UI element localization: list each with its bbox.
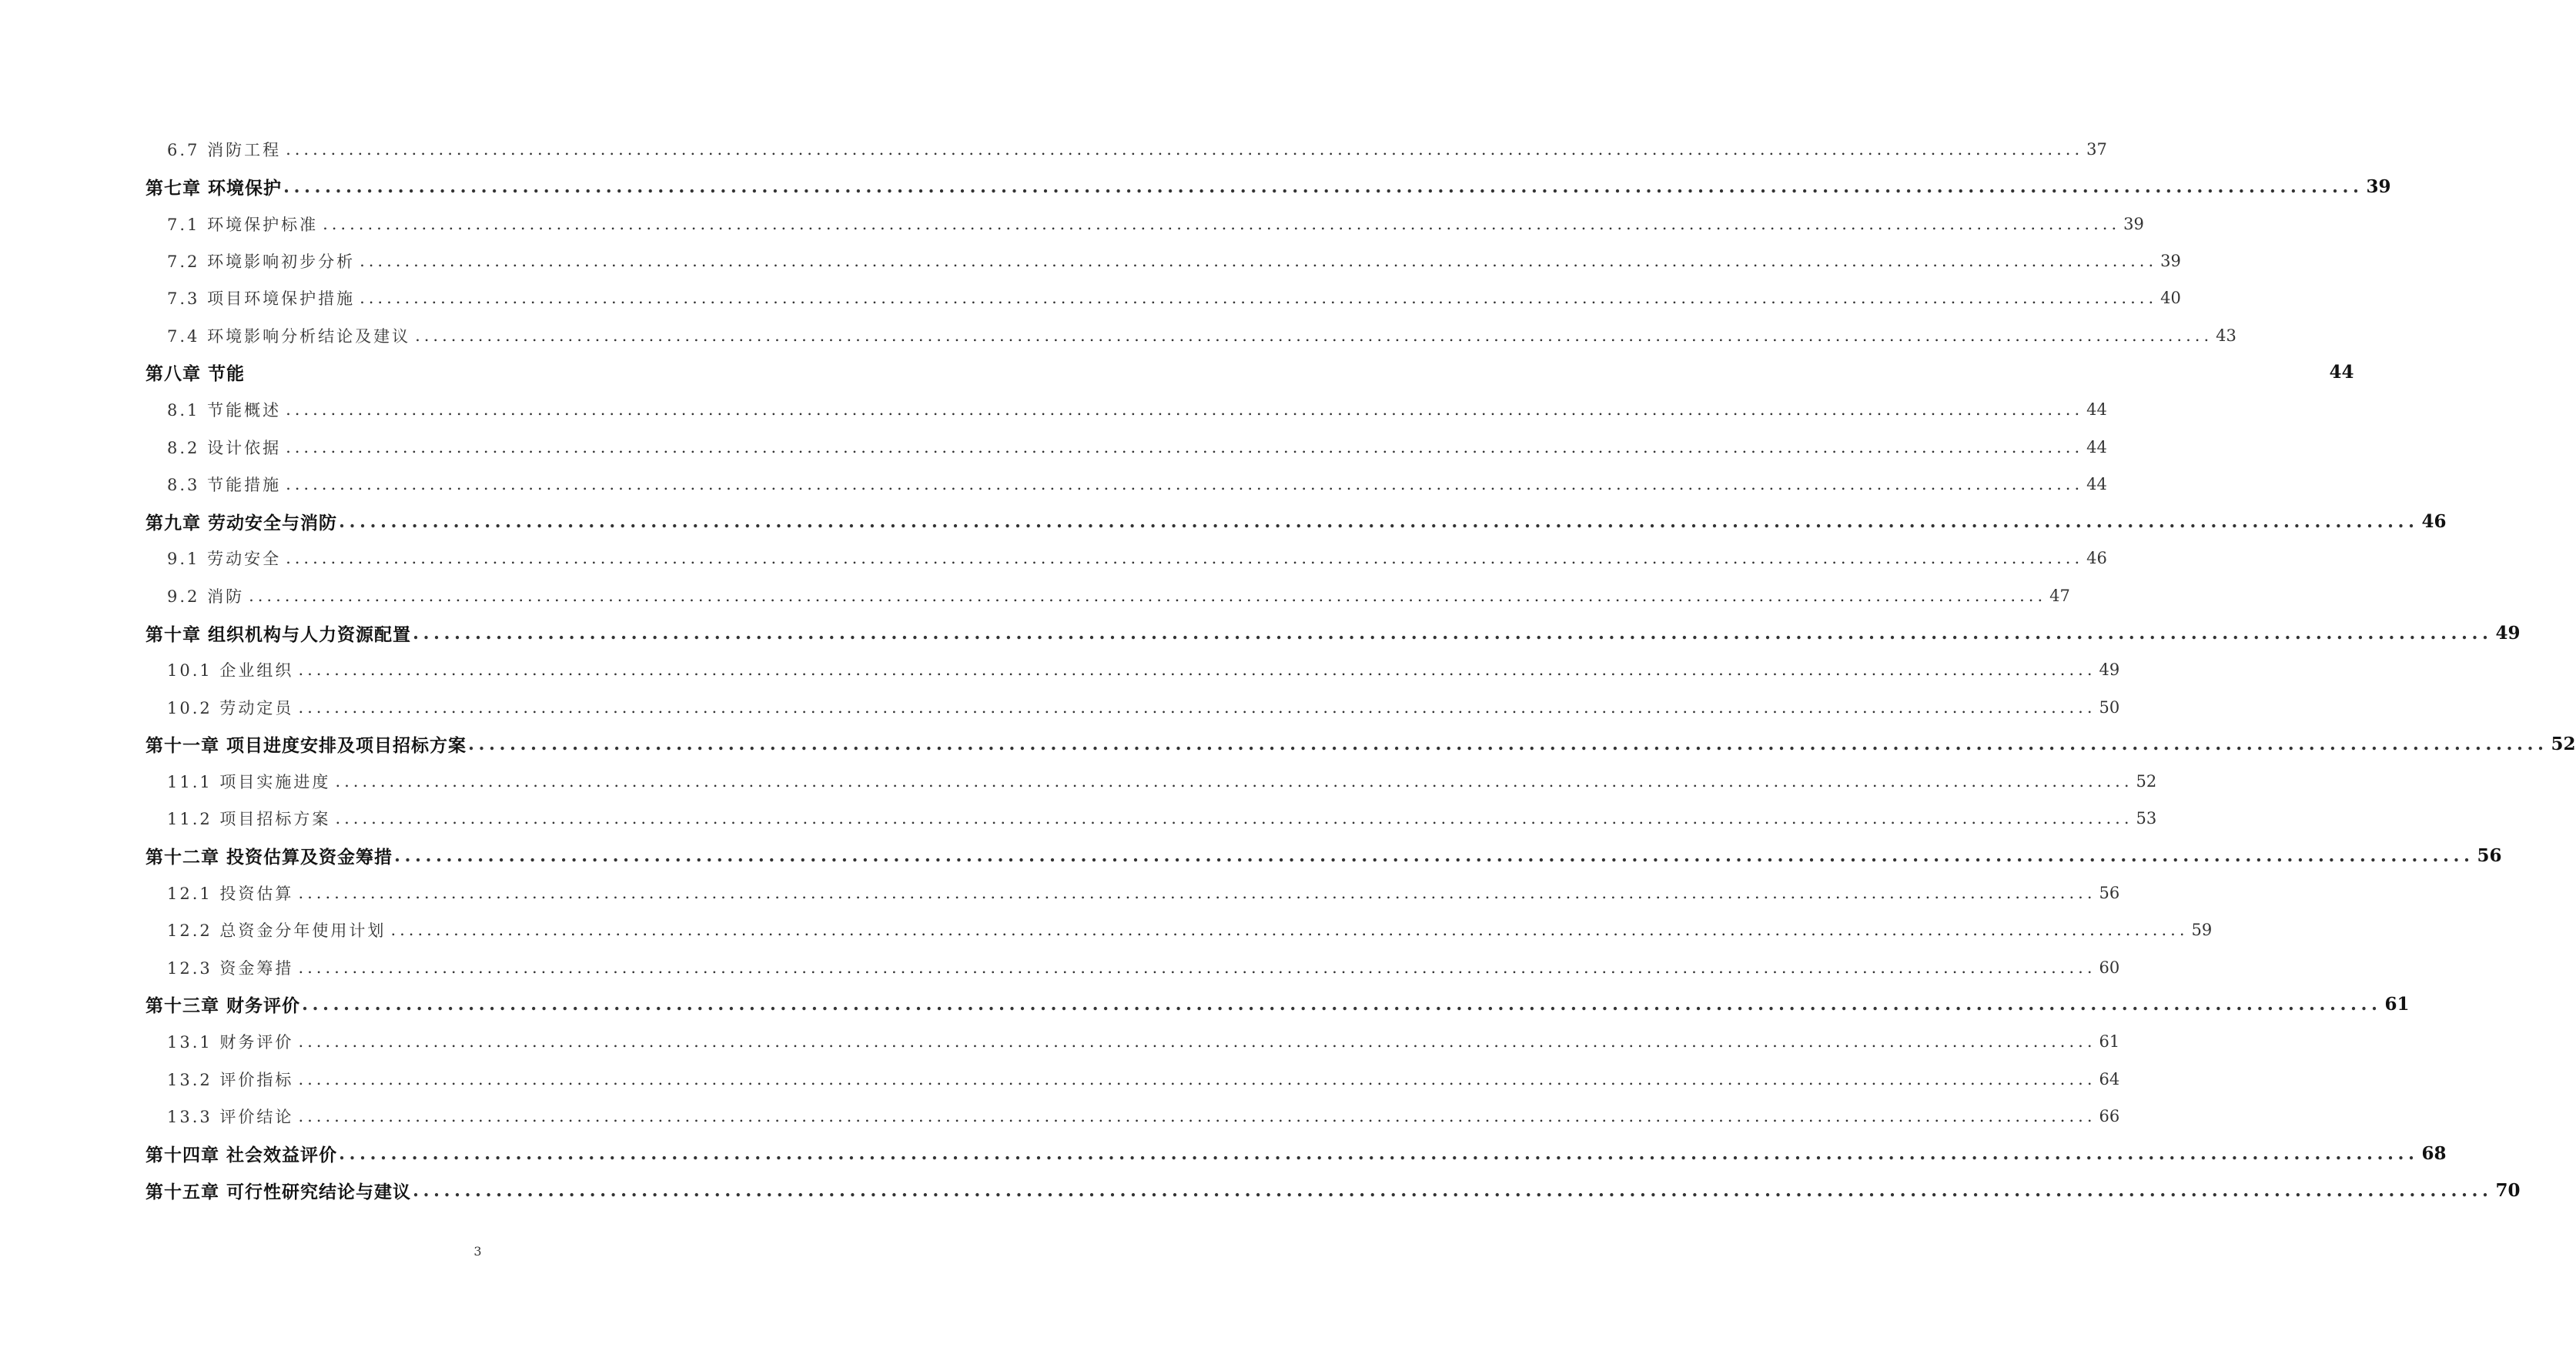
toc-entry-label: 7.3 项目环境保护措施 <box>167 289 356 309</box>
toc-page-number: 70 <box>2495 1179 2521 1201</box>
toc-section-entry[interactable] <box>146 763 2157 800</box>
toc-page-number: 37 <box>2086 140 2107 159</box>
toc-section-entry[interactable] <box>146 1098 2120 1135</box>
toc-section-entry[interactable] <box>146 1023 2120 1060</box>
toc-leader-dots: ........................................................................................................................................................................................................ <box>302 994 2382 1015</box>
toc-entry-label: 第八章 节能 <box>146 363 246 385</box>
toc-page-number: 53 <box>2136 809 2157 828</box>
toc-section-entry[interactable] <box>146 428 2107 465</box>
toc-section-entry[interactable] <box>146 911 2213 948</box>
toc-entry-label: 8.2 设计依据 <box>167 438 282 457</box>
toc-entry-label: 第十四章 社会效益评价 <box>146 1144 338 1165</box>
toc-section-entry[interactable] <box>146 206 2144 242</box>
toc-page-number: 49 <box>2099 660 2120 680</box>
toc-chapter-entry[interactable] <box>146 354 2354 391</box>
toc-page-number: 59 <box>2191 921 2213 940</box>
toc-entry-label: 6.7 消防工程 <box>167 141 282 160</box>
toc-entry-label: 9.2 消防 <box>167 587 245 606</box>
toc-section-entry[interactable] <box>146 316 2236 353</box>
toc-chapter-entry[interactable] <box>146 168 2391 205</box>
toc-page-number: 43 <box>2216 326 2236 345</box>
toc-page-number: 56 <box>2099 884 2120 903</box>
toc-page-number: 40 <box>2160 289 2181 308</box>
toc-entry-label: 12.3 资金筹措 <box>167 958 294 978</box>
toc-chapter-entry[interactable] <box>146 614 2521 651</box>
toc-entry-label: 第十五章 可行性研究结论与建议 <box>146 1181 412 1202</box>
toc-leader-dots: ........................................................................................................................................................................................................ <box>286 140 2084 159</box>
page-number-footer: 3 <box>473 1244 482 1259</box>
toc-entry-label: 第十一章 项目进度安排及项目招标方案 <box>146 735 467 757</box>
toc-leader-dots: ........................................................................................................................................................................................................ <box>335 772 2133 791</box>
toc-leader-dots: ........................................................................................................................................................................................................ <box>468 734 2548 755</box>
toc-leader-dots: ........................................................................................................................................................................................................ <box>394 845 2474 867</box>
toc-entry-label: 7.1 环境保护标准 <box>167 215 319 234</box>
toc-section-entry[interactable] <box>146 391 2107 428</box>
toc-chapter-entry[interactable] <box>146 1135 2447 1172</box>
toc-page-number: 66 <box>2099 1106 2120 1125</box>
toc-entry-label: 11.1 项目实施进度 <box>167 773 331 792</box>
toc-page-number: 61 <box>2099 1032 2120 1052</box>
toc-leader-dots: ........................................................................................................................................................................................................ <box>286 400 2084 420</box>
toc-leader-dots: ........................................................................................................................................................................................................ <box>249 586 2047 605</box>
toc-page-number: 64 <box>2099 1069 2120 1088</box>
toc-leader-dots: ........................................................................................................................................................................................................ <box>298 884 2096 903</box>
toc-page-number: 56 <box>2477 845 2502 867</box>
toc-page-number: 44 <box>2329 362 2354 383</box>
toc-page-number: 61 <box>2384 994 2410 1015</box>
toc-chapter-entry[interactable] <box>146 986 2410 1023</box>
toc-leader-dots: ........................................................................................................................................................................................................ <box>413 1179 2493 1201</box>
toc-leader-dots: ........................................................................................................................................................................................................ <box>298 697 2096 717</box>
toc-page-number: 46 <box>2421 510 2447 532</box>
toc-entry-label: 10.1 企业组织 <box>167 661 294 681</box>
toc-section-entry[interactable] <box>146 688 2120 725</box>
toc-section-entry[interactable] <box>146 466 2107 503</box>
toc-page-number: 47 <box>2049 586 2070 605</box>
toc-section-entry[interactable] <box>146 577 2070 614</box>
toc-entry-label: 13.3 评价结论 <box>167 1107 294 1126</box>
toc-page-number: 60 <box>2099 958 2120 977</box>
toc-leader-dots: ........................................................................................................................................................................................................ <box>323 214 2121 233</box>
toc-entry-label: 12.2 总资金分年使用计划 <box>167 921 386 941</box>
toc-chapter-entry[interactable] <box>146 1172 2521 1209</box>
toc-section-entry[interactable] <box>146 1060 2120 1097</box>
toc-entry-label: 13.2 评价指标 <box>167 1070 294 1089</box>
toc-page-number: 39 <box>2366 176 2391 197</box>
toc-leader-dots: ........................................................................................................................................................................................................ <box>339 510 2419 532</box>
table-of-contents <box>146 131 2576 1209</box>
toc-leader-dots: ........................................................................................................................................................................................................ <box>335 809 2133 828</box>
toc-page-number: 39 <box>2123 214 2144 233</box>
toc-entry-label: 第十章 组织机构与人力资源配置 <box>146 624 412 645</box>
toc-leader-dots: ........................................................................................................................................................................................................ <box>283 176 2364 197</box>
toc-page-number: 44 <box>2086 437 2107 456</box>
toc-section-entry[interactable] <box>146 874 2120 911</box>
toc-page-number: 44 <box>2086 400 2107 420</box>
toc-entry-label: 第七章 环境保护 <box>146 177 283 199</box>
toc-leader-dots: ........................................................................................................................................................................................................ <box>286 474 2084 493</box>
toc-page-number: 39 <box>2160 252 2181 271</box>
toc-section-entry[interactable] <box>146 651 2120 688</box>
toc-leader-dots: ........................................................................................................................................................................................................ <box>415 326 2213 345</box>
toc-leader-dots: ........................................................................................................................................................................................................ <box>360 252 2158 271</box>
toc-entry-label: 8.3 节能措施 <box>167 475 282 494</box>
toc-section-entry[interactable] <box>146 131 2107 168</box>
toc-entry-label: 7.2 环境影响初步分析 <box>167 252 356 272</box>
toc-leader-dots: ........................................................................................................................................................................................................ <box>298 958 2096 977</box>
toc-leader-dots: ........................................................................................................................................................................................................ <box>298 660 2096 680</box>
toc-page-number: 50 <box>2099 697 2120 717</box>
toc-entry-label: 第十三章 财务评价 <box>146 995 301 1017</box>
toc-chapter-entry[interactable] <box>146 838 2502 874</box>
toc-page-number: 52 <box>2136 772 2157 791</box>
toc-section-entry[interactable] <box>146 279 2181 316</box>
toc-leader-dots: ........................................................................................................................................................................................................ <box>298 1069 2096 1088</box>
toc-section-entry[interactable] <box>146 540 2107 577</box>
toc-leader-dots: ........................................................................................................................................................................................................ <box>390 921 2189 940</box>
toc-entry-label: 7.4 环境影响分析结论及建议 <box>167 326 411 346</box>
toc-entry-label: 第九章 劳动安全与消防 <box>146 512 338 533</box>
toc-leader-dots: ........................................................................................................................................................................................................ <box>298 1032 2096 1052</box>
toc-leader-dots: ........................................................................................................................................................................................................ <box>286 549 2084 568</box>
toc-page-number: 44 <box>2086 474 2107 493</box>
toc-entry-label: 13.1 财务评价 <box>167 1033 294 1052</box>
toc-leader-dots: ........................................................................................................................................................................................................ <box>339 1142 2419 1164</box>
toc-leader-dots: ........................................................................................................................................................................................................ <box>413 622 2493 644</box>
toc-section-entry[interactable] <box>146 242 2181 279</box>
toc-entry-label: 第十二章 投资估算及资金筹措 <box>146 847 393 868</box>
toc-entry-label: 12.1 投资估算 <box>167 885 294 904</box>
toc-section-entry[interactable] <box>146 949 2120 986</box>
toc-page-number: 46 <box>2086 549 2107 568</box>
toc-entry-label: 9.1 劳动安全 <box>167 550 282 569</box>
toc-leader-dots: ........................................................................................................................................................................................................ <box>360 289 2158 308</box>
toc-chapter-entry[interactable] <box>146 726 2576 763</box>
toc-page-number: 49 <box>2495 622 2521 644</box>
toc-section-entry[interactable] <box>146 800 2157 837</box>
toc-leader-dots: ........................................................................................................................................................................................................ <box>298 1106 2096 1125</box>
toc-chapter-entry[interactable] <box>146 503 2447 540</box>
toc-entry-label: 11.2 项目招标方案 <box>167 810 331 829</box>
toc-page-number: 68 <box>2421 1142 2447 1164</box>
toc-entry-label: 10.2 劳动定员 <box>167 698 294 717</box>
toc-leader-dots: ........................................................................................................................................................................................................ <box>286 437 2084 456</box>
toc-page-number: 52 <box>2551 734 2576 755</box>
toc-entry-label: 8.1 节能概述 <box>167 401 282 420</box>
